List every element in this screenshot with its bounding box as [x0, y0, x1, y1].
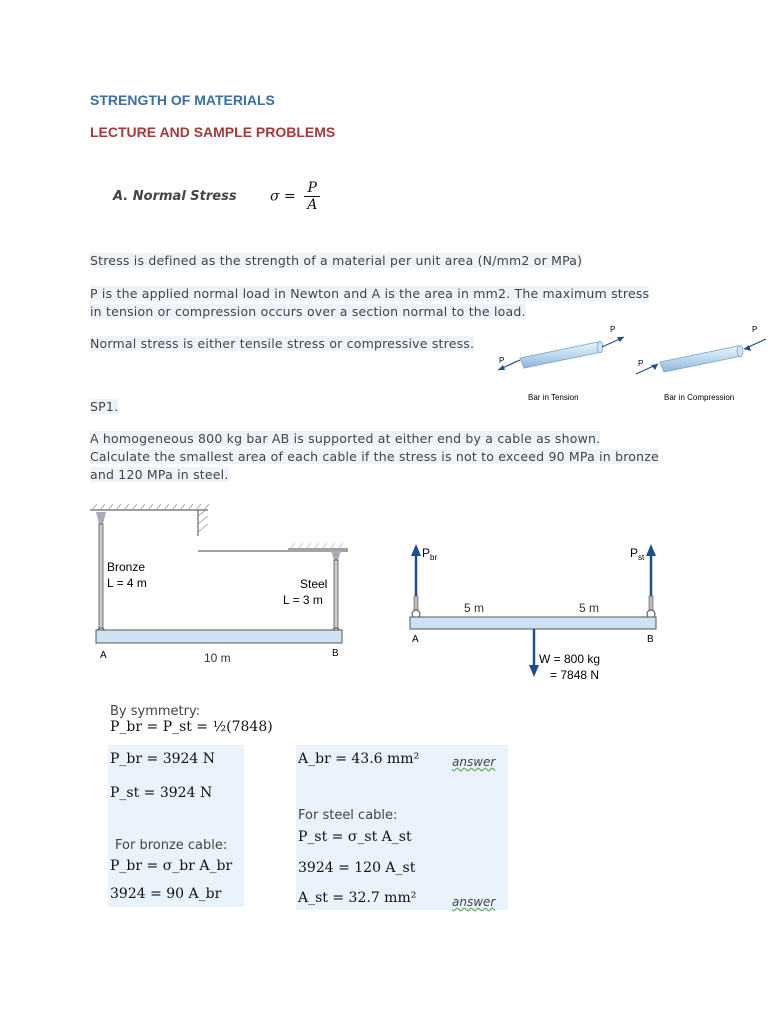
bronze-length-label: L = 4 m — [107, 576, 147, 590]
bronze-equation-2: 3924 = 90 A_br — [110, 886, 222, 902]
formula-numerator: P — [304, 180, 320, 197]
left-solution-box — [108, 745, 244, 907]
symmetry-equation: P_br = P_st = ½(7848) — [110, 719, 273, 735]
steel-label: Steel — [300, 577, 328, 591]
compression-left-load-label: P — [638, 359, 644, 368]
bronze-cable — [96, 512, 106, 636]
section-a-label: A. — [113, 189, 129, 204]
answer-label-1: answer — [452, 755, 496, 769]
p-br-label: $P_{br}$ — [422, 546, 438, 562]
paragraph-normal-stress-types: Normal stress is either tensile stress or compressive stress. — [90, 336, 475, 351]
paragraph-applied-load — [90, 285, 649, 321]
right-distance-label: 5 m — [579, 601, 600, 615]
cable-support-figure — [86, 502, 356, 672]
bronze-equation-1: P_br = σ_br A_br — [110, 858, 233, 874]
steel-cable — [331, 551, 341, 636]
p-st-result: P_st = 3924 N — [110, 785, 213, 801]
point-a-label: A — [100, 650, 107, 661]
paragraph-problem-statement — [90, 430, 659, 484]
steel-length-label: L = 3 m — [283, 593, 323, 607]
p-st-label: $P_{st}$ — [630, 546, 645, 562]
weight-label-line1: W = 800 kg — [539, 652, 601, 666]
normal-stress-formula — [270, 180, 320, 213]
a-st-result: A_st = 32.7 mm² — [298, 890, 417, 906]
formula-lhs: σ = — [270, 188, 296, 205]
bronze-label: Bronze — [107, 560, 146, 574]
problem-line2: Calculate the smallest area of each cable if the stress is not to exceed 90 MPa in bronze — [90, 449, 659, 464]
paragraph-applied-load-line2: in tension or compression occurs over a section normal to the load. — [90, 304, 526, 319]
free-body-diagram — [404, 538, 668, 688]
left-distance-label: 5 m — [464, 601, 485, 615]
tension-left-load-label: P — [499, 356, 505, 365]
bar-ab — [96, 630, 342, 643]
page-subtitle: LECTURE AND SAMPLE PROBLEMS — [90, 124, 336, 140]
fbd-supports — [412, 596, 655, 618]
ceiling-left-hatch — [90, 504, 348, 551]
right-solution-box — [296, 745, 508, 910]
p-br-result: P_br = 3924 N — [110, 751, 216, 767]
page-title: STRENGTH OF MATERIALS — [90, 92, 275, 108]
section-a-name: Normal Stress — [132, 189, 237, 204]
tension-right-load-label: P — [610, 325, 616, 334]
problem-line3: and 120 MPa in steel. — [90, 467, 229, 482]
weight-label-line2: = 7848 N — [550, 668, 600, 682]
formula-denominator: A — [307, 197, 318, 213]
bar-tension-compression-figure — [490, 320, 768, 408]
span-length-label: 10 m — [204, 651, 231, 665]
steel-cable-label: For steel cable: — [298, 808, 398, 823]
answer-label-2: answer — [452, 895, 496, 909]
sample-problem-label: SP1. — [90, 399, 119, 414]
problem-line1: A homogeneous 800 kg bar AB is supported at either end by a cable as shown. — [90, 431, 601, 446]
bar-in-tension-caption: Bar in Tension — [528, 393, 579, 402]
a-br-result: A_br = 43.6 mm² — [298, 751, 420, 767]
section-a-heading — [113, 189, 237, 204]
ceiling-right-hatch — [288, 543, 348, 549]
bronze-cable-label: For bronze cable: — [115, 838, 228, 853]
paragraph-applied-load-line1: P is the applied normal load in Newton and A is the area in mm2. The maximum stress — [90, 286, 650, 301]
steel-equation-1: P_st = σ_st A_st — [298, 829, 412, 845]
paragraph-stress-definition: Stress is defined as the strength of a material per unit area (N/mm2 or MPa) — [90, 253, 583, 268]
bar-in-tension-drawing — [498, 337, 624, 370]
compression-right-load-label: P — [752, 325, 758, 334]
fbd-point-b-label: B — [647, 634, 654, 645]
steel-equation-2: 3924 = 120 A_st — [298, 860, 416, 876]
symmetry-label: By symmetry: — [110, 704, 201, 719]
bar-in-compression-caption: Bar in Compression — [664, 393, 735, 402]
formula-fraction — [304, 180, 320, 213]
bar-in-compression-drawing — [636, 339, 766, 374]
point-b-label: B — [332, 648, 339, 659]
weight-arrow — [529, 629, 539, 677]
fbd-bar — [410, 617, 656, 629]
fbd-point-a-label: A — [412, 634, 419, 645]
